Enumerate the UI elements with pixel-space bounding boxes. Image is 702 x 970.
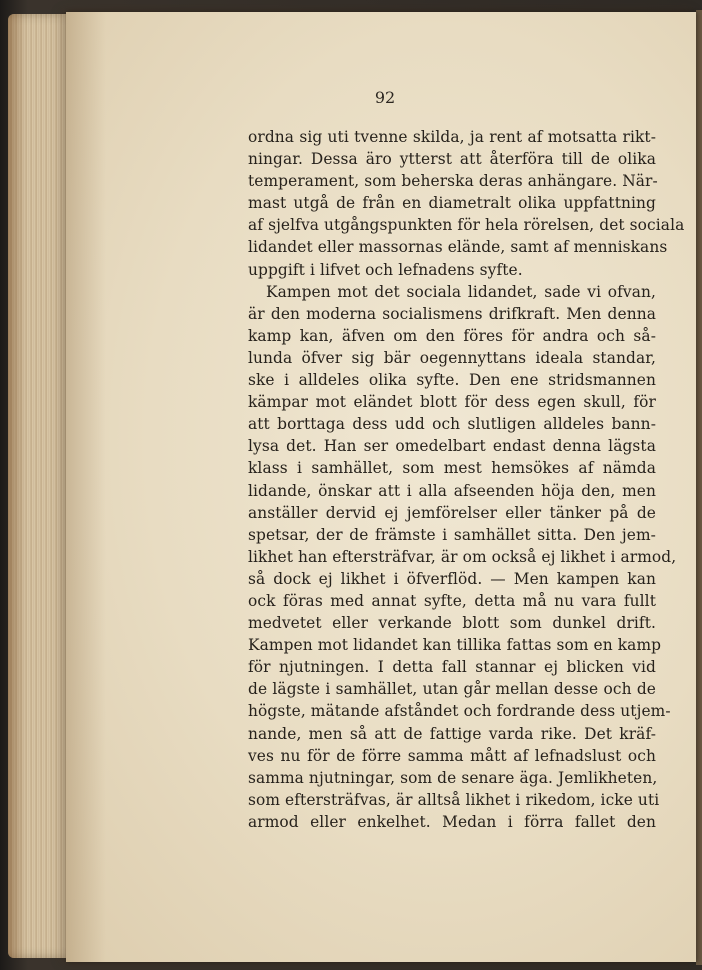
text-line: Kampen mot lidandet kan tillika fattas som en kamp xyxy=(248,636,662,655)
text-line: är den moderna socialismens drifkraft. Men denna xyxy=(248,304,656,323)
text-line: att borttaga dess udd och slutligen alldeles bann- xyxy=(248,415,656,434)
text-line: så dock ej likhet i öfverflöd. — Men kampen kan xyxy=(248,569,656,588)
text-line: mast utgå de från en diametralt olika uppfattning xyxy=(248,194,656,213)
text-line: spetsar, der de främste i samhället sitta. Den jem- xyxy=(248,525,656,544)
text-line: likhet han eftersträfvar, är om också ej likhet i armod, xyxy=(248,547,677,566)
text-line: för njutningen. I detta fall stannar ej blicken vid xyxy=(248,658,656,677)
text-line: kämpar mot eländet blott för dess egen skull, för xyxy=(248,393,656,412)
text-line: som eftersträfvas, är alltså likhet i rikedom, icke uti xyxy=(248,790,660,809)
text-line: lysa det. Han ser omedelbart endast denna lägsta xyxy=(248,437,656,456)
paragraph-start-line: Kampen mot det sociala lidandet, sade vi ofvan, xyxy=(266,282,656,301)
text-line: lidandet eller massornas elände, samt af menniskans xyxy=(248,238,668,257)
page-number: 92 xyxy=(374,88,396,107)
text-line: anställer dervid ej jemförelser eller tänker på de xyxy=(248,503,656,522)
text-line: medvetet eller verkande blott som dunkel drift. xyxy=(248,614,656,633)
text-line: lunda öfver sig bär oegennyttans ideala standar, xyxy=(248,348,656,367)
text-line: ske i alldeles olika syfte. Den ene stridsmannen xyxy=(248,371,656,390)
text-line: kamp kan, äfven om den föres för andra och så- xyxy=(248,326,656,345)
text-line: ningar. Dessa äro ytterst att återföra till de olika xyxy=(248,150,656,169)
text-line: klass i samhället, som mest hemsökes af nämda xyxy=(248,459,656,478)
text-line: högste, mätande afståndet och fordrande dess utjem- xyxy=(248,702,671,721)
text-line: ock föras med annat syfte, detta må nu vara fullt xyxy=(248,591,656,610)
text-line: de lägste i samhället, utan går mellan desse och de xyxy=(248,680,656,699)
text-line: nande, men så att de fattige varda rike. Det kräf- xyxy=(248,724,656,743)
text-line: lidande, önskar att i alla afseenden höja den, men xyxy=(248,481,656,500)
text-line: temperament, som beherska deras anhängare. När- xyxy=(248,172,658,191)
text-line: armod eller enkelhet. Medan i förra fallet den xyxy=(248,812,656,831)
facing-page-edge xyxy=(696,10,702,965)
text-line: uppgift i lifvet och lefnadens syfte. xyxy=(248,260,523,279)
body-text xyxy=(248,126,685,833)
text-line: af sjelfva utgångspunkten för hela rörelsen, det sociala xyxy=(248,216,685,235)
text-line: ves nu för de förre samma mått af lefnadslust och xyxy=(248,746,656,765)
text-line: ordna sig uti tvenne skilda, ja rent af motsatta rikt- xyxy=(248,128,656,146)
text-line: samma njutningar, som de senare äga. Jemlikheten, xyxy=(248,768,658,787)
